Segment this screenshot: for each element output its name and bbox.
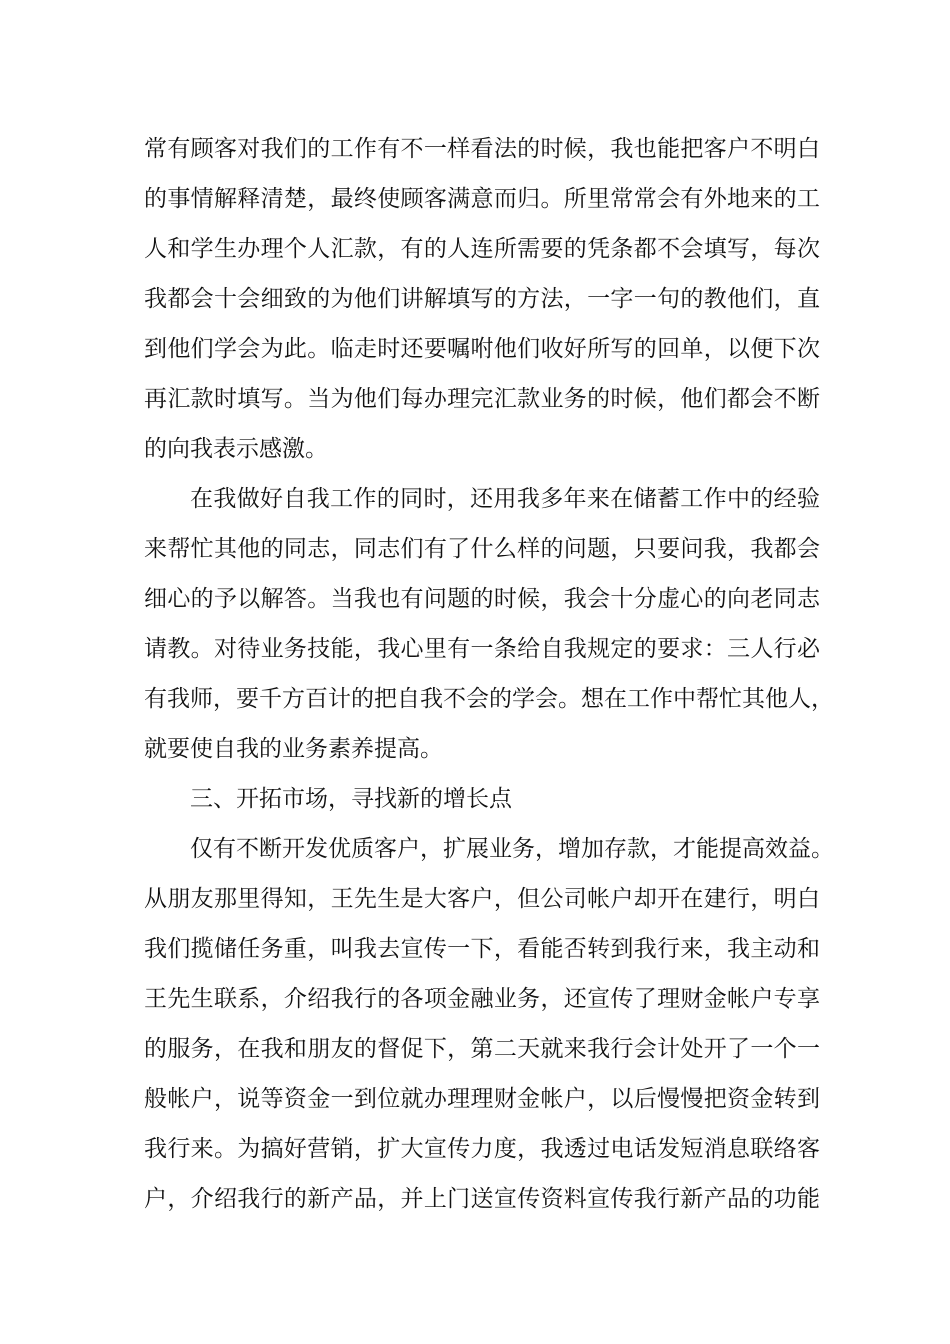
text-line: 的服务，在我和朋友的督促下，第二天就来我行会计处开了一个一 <box>144 1036 820 1062</box>
text-line: 我都会十会细致的为他们讲解填写的方法，一字一句的教他们，直 <box>144 286 820 312</box>
text-line: 请教。对待业务技能，我心里有一条给自我规定的要求：三人行必 <box>144 636 820 662</box>
text-line: 细心的予以解答。当我也有问题的时候，我会十分虚心的向老同志 <box>144 586 820 612</box>
text-line: 我们揽储任务重，叫我去宣传一下，看能否转到我行来，我主动和 <box>144 936 820 962</box>
text-line: 人和学生办理个人汇款，有的人连所需要的凭条都不会填写，每次 <box>144 236 820 262</box>
text-line: 来帮忙其他的同志，同志们有了什么样的问题，只要问我，我都会 <box>144 536 820 562</box>
text-line: 就要使自我的业务素养提高。 <box>144 736 443 762</box>
text-line: 到他们学会为此。临走时还要嘱咐他们收好所写的回单，以便下次 <box>144 336 820 362</box>
text-line: 常有顾客对我们的工作有不一样看法的时候，我也能把客户不明白 <box>144 136 820 162</box>
text-line: 我行来。为搞好营销，扩大宣传力度，我透过电话发短消息联络客 <box>144 1136 820 1162</box>
document-body <box>144 124 834 1224</box>
text-line: 仅有不断开发优质客户，扩展业务，增加存款，才能提高效益。 <box>190 836 834 862</box>
text-line: 从朋友那里得知，王先生是大客户，但公司帐户却开在建行，明白 <box>144 886 820 912</box>
text-line: 般帐户，说等资金一到位就办理理财金帐户，以后慢慢把资金转到 <box>144 1086 820 1112</box>
text-line: 有我师，要千方百计的把自我不会的学会。想在工作中帮忙其他人， <box>144 686 834 712</box>
text-line: 的向我表示感激。 <box>144 436 328 462</box>
text-line: 的事情解释清楚，最终使顾客满意而归。所里常常会有外地来的工 <box>144 186 820 212</box>
text-line: 在我做好自我工作的同时，还用我多年来在储蓄工作中的经验 <box>190 486 820 512</box>
text-line: 三、开拓市场，寻找新的增长点 <box>190 786 512 812</box>
text-line: 户，介绍我行的新产品，并上门送宣传资料宣传我行新产品的功能 <box>144 1186 820 1212</box>
text-line: 王先生联系，介绍我行的各项金融业务，还宣传了理财金帐户专享 <box>144 986 820 1012</box>
text-line: 再汇款时填写。当为他们每办理完汇款业务的时候，他们都会不断 <box>144 386 820 412</box>
